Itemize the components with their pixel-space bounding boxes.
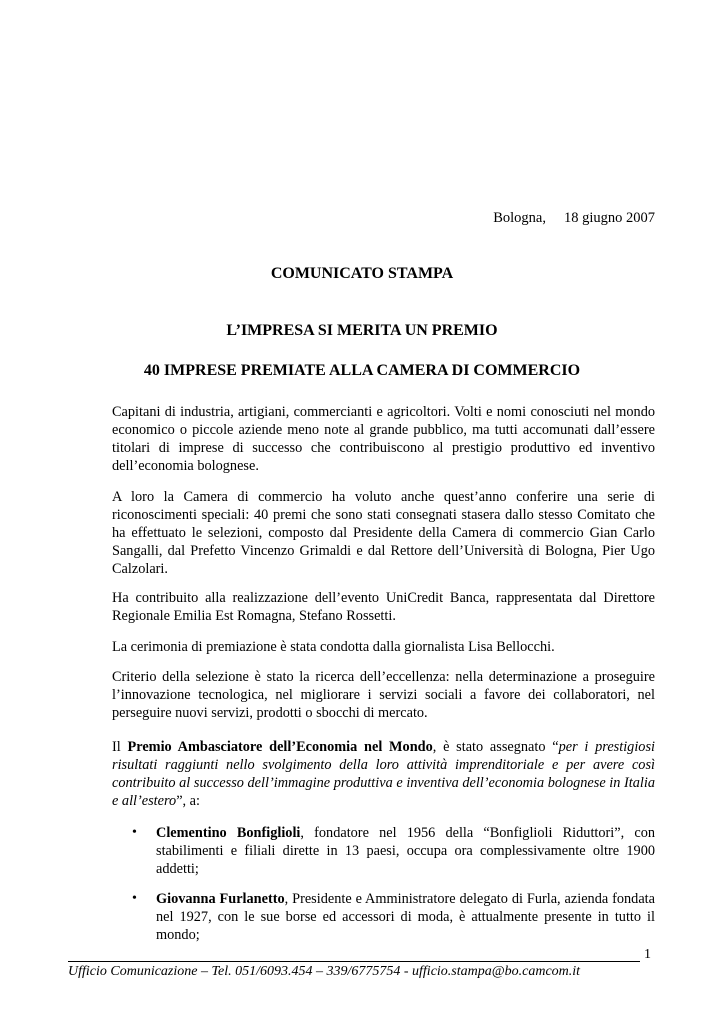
paragraph-sponsor: Ha contribuito alla realizzazione dell’evento UniCredit Banca, rappresentata dal Direttore Regionale Emilia Est Romagna, Stefano Rossetti. [112,590,655,624]
winner-description: , Presidente e Amministratore delegato di Furla, azienda fondata nel 1927, con le sue borse ed accessori di moda, è attualmente presente in tutto il mondo; [156,891,655,943]
paragraph-ceremony: La cerimonia di premiazione è stata condotta dalla giornalista Lisa Bellocchi. [112,639,555,655]
footer-contact: Ufficio Comunicazione – Tel. 051/6093.454 – 339/6775754 - ufficio.stampa@bo.camcom.it [68,964,581,979]
bullet-icon: • [132,825,137,840]
winner-name: Clementino Bonfiglioli [156,825,301,841]
list-item [132,890,655,944]
award-name: Premio Ambasciatore dell’Economia nel Mondo [127,739,433,755]
list-item [132,824,655,878]
winner-name: Giovanna Furlanetto [156,891,285,907]
paragraph-criteria: Criterio della selezione è stato la ricerca dell’eccellenza: nella determinazione a proseguire l’innovazione tecnologica, nel migliorare i servizi sociali a favore dei collaboratori, nel perseguire nuovi servizi, prodotti o sbocchi di mercato. [112,669,655,721]
page-number: 1 [644,947,651,962]
bullet-icon: • [132,891,137,906]
main-title: L’IMPRESA SI MERITA UN PREMIO [226,322,498,339]
paragraph-committee: A loro la Camera di commercio ha voluto anche quest’anno conferire una serie di riconoscimenti speciali: 40 premi che sono stati consegnati stasera dallo stesso Comitato che ha effettuato le selezioni, composto dal Presidente della Camera di commercio Gian Carlo Sangalli, dal Prefetto Vincenzo Grimaldi e dal Rettore dell’Università di Bologna, Pier Ugo Calzolari. [112,489,655,577]
award-end: ”, a: [176,793,200,809]
document-date [400,210,655,227]
press-release-label: COMUNICATO STAMPA [270,265,454,282]
award-mid: , è stato assegnato “ [432,739,559,755]
subtitle: 40 IMPRESE PREMIATE ALLA CAMERA DI COMMERCIO [143,362,581,379]
footer-divider [68,961,640,962]
winner-description: , fondatore nel 1956 della “Bonfiglioli Riduttori”, con stabilimenti e filiali dirette in 13 paesi, occupa ora complessivamente oltre 1900 addetti; [156,825,656,877]
award-quote: per i prestigiosi risultati raggiunti nello svolgimento della loro attività imprenditoriale e per avere così contribuito al successo dell’immagine produttiva e inventiva dell’economia bolognese in Italia e all’estero [112,739,655,809]
date-city: Bologna, [493,210,546,226]
paragraph-intro: Capitani di industria, artigiani, commercianti e agricoltori. Volti e nomi conosciuti nel mondo economico o piccole aziende meno note al grande pubblico, ma tutti accomunati dall’essere titolari di imprese di successo che contribuiscono al prestigio produttivo ed inventivo dell’economia bolognese. [112,404,655,474]
award-intro: Il [112,739,128,755]
paragraph-award [112,738,655,810]
date-value: 18 giugno 2007 [563,210,655,226]
